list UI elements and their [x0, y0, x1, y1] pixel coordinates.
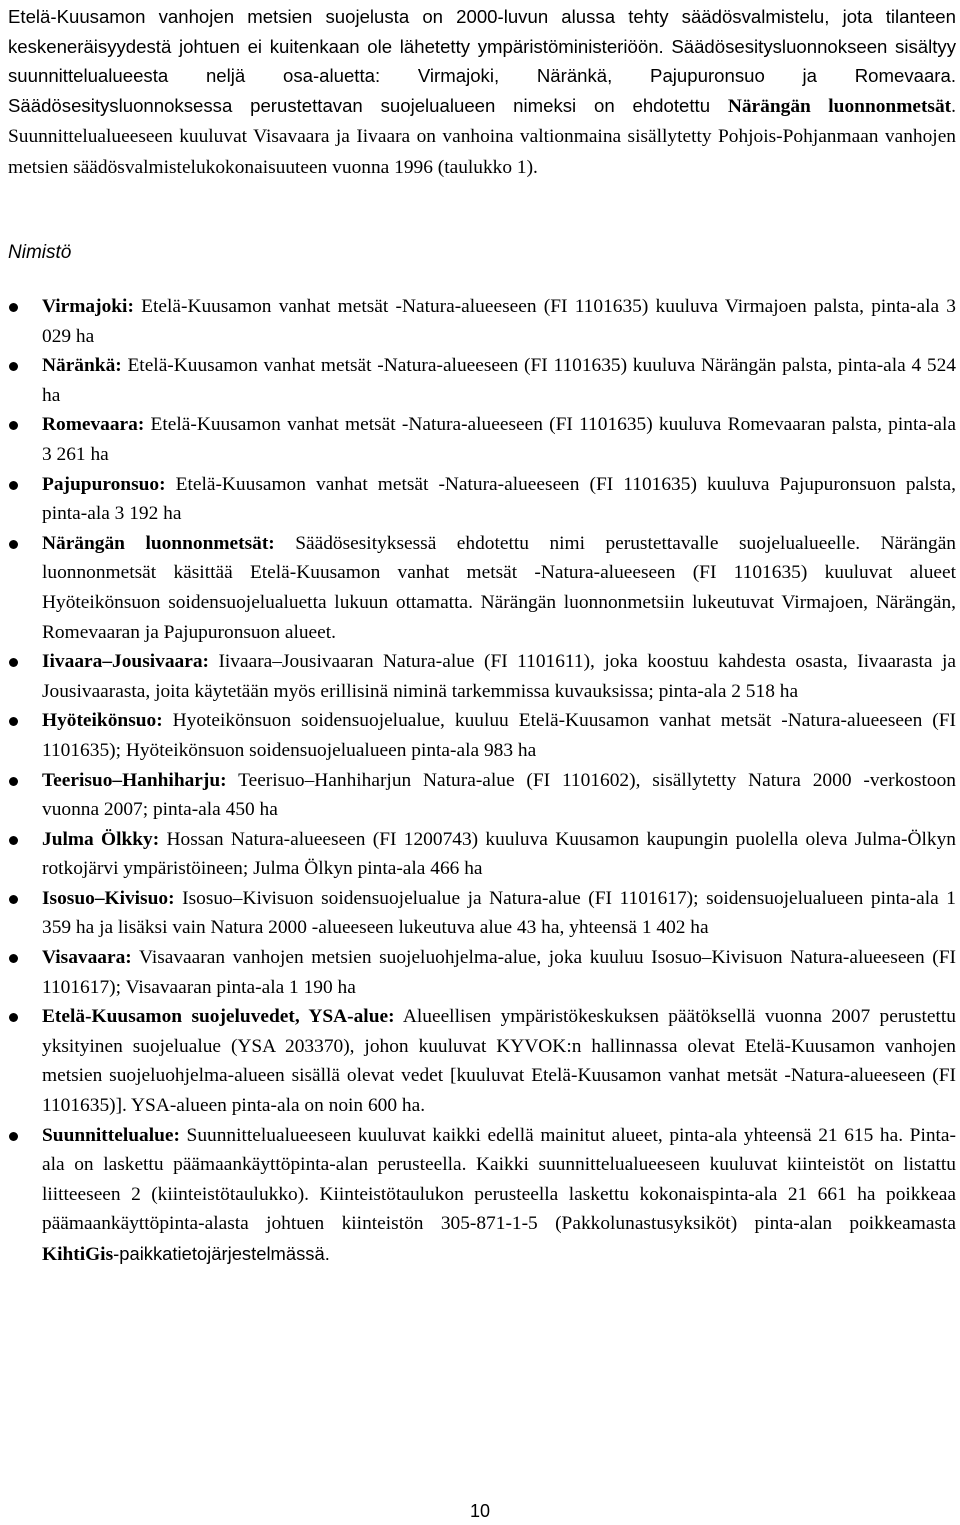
item-text: Etelä-Kuusamon vanhat metsät -Natura-alueeseen (FI 1101635) kuuluva Virmajoen palsta, pinta-ala 3 029 ha: [42, 296, 956, 347]
list-item: [8, 825, 956, 884]
item-text: Visavaaran vanhojen metsien suojeluohjelma-alue, joka kuuluu Isosuo–Kivisuon Natura-alueeseen (FI 1101617); Visavaaran pinta-ala 1 190 ha: [42, 947, 956, 998]
list-item: [8, 410, 956, 469]
item-term: Suunnittelualue:: [42, 1124, 180, 1146]
item-term: Näränkä:: [42, 355, 122, 377]
intro-period: .: [951, 95, 956, 117]
list-item: [8, 1002, 956, 1120]
item-tail: -paikkatietojärjestelmässä.: [113, 1243, 330, 1264]
item-text: Suunnittelualueeseen kuuluvat kaikki edellä mainitut alueet, pinta-ala yhteensä 21 615 ha. Pinta-ala on laskettu päämaankäyttöpinta-alan perusteella. Kaikki suunnittelualueeseen kuuluvat kiinteistöt on listattu liitteeseen 2 (kiinteistötaulukko). Kiinteistötaulukon perusteella laskettu kokonaispinta-ala 21 661 ha poikkeaa päämaankäyttöpinta-alasta johtuen kiinteistön 305-871-1-5 (Pakkolunastusyksiköt) pinta-alan poikkeamasta: [42, 1124, 956, 1235]
list-item: [8, 529, 956, 647]
item-term: Närängän luonnonmetsät:: [42, 532, 275, 554]
item-text: Isosuo–Kivisuon soidensuojelualue ja Natura-alue (FI 1101617); soidensuojelualueen pinta-ala 1 359 ha ja lisäksi vain Natura 2000 -alueeseen lukeutuva alue 43 ha, yhteensä 1 402 ha: [42, 887, 956, 939]
item-term: Pajupuronsuo:: [42, 473, 166, 495]
list-item: [8, 351, 956, 410]
item-text: Hossan Natura-alueeseen (FI 1200743) kuuluva Kuusamon kaupungin puolella oleva Julma-Ölkyn rotkojärvi ympäristöineen; Julma Ölkyn pinta-ala 466 ha: [42, 828, 956, 880]
item-term: Romevaara:: [42, 414, 145, 436]
intro-bold-name: Närängän luonnonmetsät: [727, 95, 952, 117]
item-text: Hyoteikönsuon soidensuojelualue, kuuluu Etelä-Kuusamon vanhat metsät -Natura-alueeseen (FI 1101635); Hyöteikönsuon soidensuojelualueen pinta-ala 983 ha: [42, 710, 956, 761]
list-item: [8, 943, 956, 1002]
item-text: Teerisuo–Hanhiharjun Natura-alue (FI 1101602), sisällytetty Natura 2000 -verkostoon vuonna 2007; pinta-ala 450 ha: [42, 769, 956, 821]
intro-text-2: Suunnittelualueeseen kuuluvat Visavaara ja Iivaara on vanhoina valtionmaina sisällytetty Pohjois-Pohjanmaan vanhojen metsien säädösvalmistelukokonaisuuteen vuonna 1996 (taulukko 1).: [8, 126, 956, 178]
list-item: [8, 292, 956, 351]
item-bold-tail: KihtiGis: [42, 1244, 114, 1265]
item-term: Teerisuo–Hanhiharju:: [42, 769, 227, 791]
item-term: Julma Ölkky:: [42, 828, 160, 850]
intro-text-1: Etelä-Kuusamon vanhojen metsien suojelusta on 2000-luvun alussa tehty säädösvalmistelu, jota tilanteen keskeneräisyydestä johtuen ei kuitenkaan ole lähetetty ympäristöministeriöön. Säädösesitysluonnokseen sisältyy suunnittelualueesta neljä osa-aluetta: Virmajoki, Näränkä, Pajupuronsuo ja Romevaara. Säädösesitysluonnoksessa perustettavan suojelualueen nimeksi on ehdotettu: [8, 6, 956, 116]
list-item: [8, 884, 956, 943]
item-term: Isosuo–Kivisuo:: [42, 887, 175, 909]
section-heading: Nimistö: [8, 242, 72, 263]
item-term: Virmajoki:: [42, 296, 134, 317]
list-item: [8, 1121, 956, 1270]
list-item: [8, 766, 956, 825]
item-text: Säädösesityksessä ehdotettu nimi perustettavalle suojelualueelle. Närängän luonnonmetsät käsittää Etelä-Kuusamon vanhat metsät -Natura-alueeseen (FI 1101635) kuuluvat alueet Hyöteikönsuon soidensuojelualuetta lukuun ottamatta. Närängän luonnonmetsiin lukeutuvat Virmajoen, Närängän, Romevaaran ja Pajupuronsuon alueet.: [42, 532, 957, 643]
item-text: Alueellisen ympäristökeskuksen päätöksellä vuonna 2007 perustettu yksityinen suojelualue (YSA 203370), johon kuuluvat KYVOK:n hallinnassa olevat Etelä-Kuusamon vanhojen metsien suojeluohjelma-alueen sisällä olevat vedet [kuuluvat Etelä-Kuusamon vanhat metsät -Natura-alueeseen (FI 1101635)]. YSA-alueen pinta-ala on noin 600 ha.: [42, 1006, 956, 1117]
list-item: [8, 706, 956, 765]
item-term: Iivaara–Jousivaara:: [42, 651, 209, 673]
list-item: [8, 470, 956, 529]
nomenclature-list: [8, 292, 956, 1270]
item-text: Iivaara–Jousivaaran Natura-alue (FI 1101611), joka koostuu kahdesta osasta, Iivaarasta ja Jousivaarasta, joita käytetään myös erillisinä niminä tarkemmissa kuvauksissa; pinta-ala 2 518 ha: [42, 651, 956, 702]
page-number: 10: [469, 1501, 491, 1521]
item-text: Etelä-Kuusamon vanhat metsät -Natura-alueeseen (FI 1101635) kuuluva Pajupuronsuon palsta, pinta-ala 3 192 ha: [42, 473, 956, 525]
item-text: Etelä-Kuusamon vanhat metsät -Natura-alueeseen (FI 1101635) kuuluva Romevaaran palsta, pinta-ala 3 261 ha: [42, 414, 956, 465]
list-item: [8, 647, 956, 706]
item-term: Etelä-Kuusamon suojeluvedet, YSA-alue:: [42, 1006, 395, 1028]
intro-paragraph: [8, 2, 956, 182]
item-term: Hyöteikönsuo:: [42, 710, 163, 732]
item-text: Etelä-Kuusamon vanhat metsät -Natura-alueeseen (FI 1101635) kuuluva Närängän palsta, pinta-ala 4 524 ha: [42, 355, 956, 406]
item-term: Visavaara:: [42, 947, 132, 969]
